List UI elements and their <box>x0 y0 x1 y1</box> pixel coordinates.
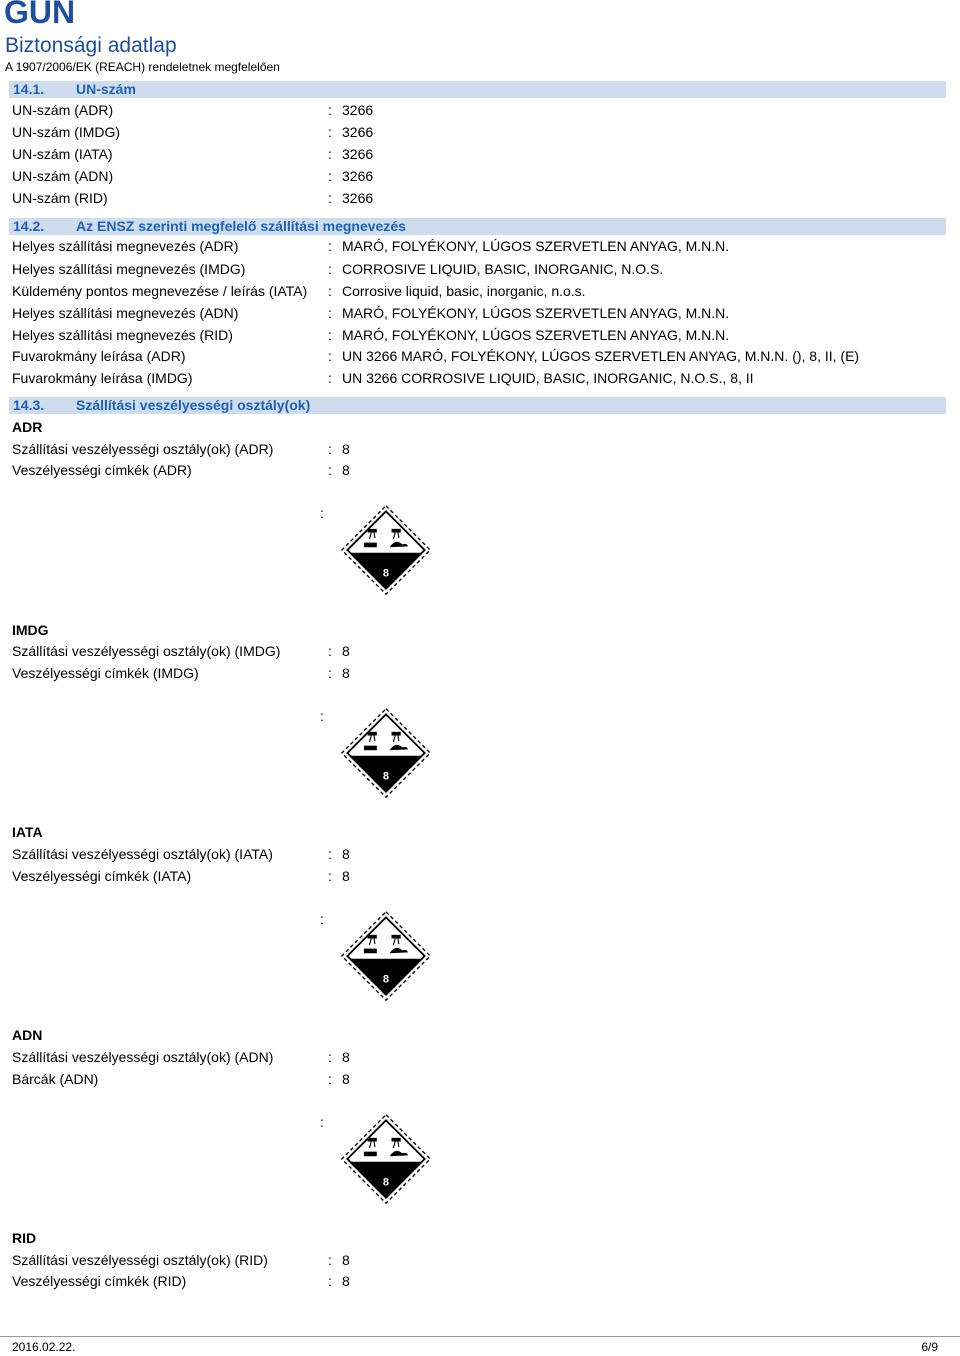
section-number: 14.3. <box>13 397 45 413</box>
row-label: Küldemény pontos megnevezése / leírás (IATA) <box>12 283 308 299</box>
row-value: 8 <box>342 1071 350 1087</box>
row-label: Veszélyességi címkék (IATA) <box>12 868 192 884</box>
row-value: 3266 <box>342 102 374 118</box>
row-label: Szállítási veszélyességi osztály(ok) (ADN) <box>12 1049 274 1065</box>
section-14-2-header <box>9 218 946 235</box>
row-label: Helyes szállítási megnevezés (ADR) <box>12 238 239 254</box>
pictogram-number: 8 <box>382 1176 390 1189</box>
row-label: Veszélyességi címkék (RID) <box>12 1273 187 1289</box>
row-value: UN 3266 MARÓ, FOLYÉKONY, LÚGOS SZERVETLEN ANYAG, M.N.N. (), 8, II, (E) <box>342 348 860 364</box>
row-colon: : <box>328 124 332 140</box>
row-colon: : <box>328 1071 332 1087</box>
row-value: 8 <box>342 1273 350 1289</box>
row-label: UN-szám (ADR) <box>12 102 114 118</box>
section-14-3-header <box>9 397 946 414</box>
row-label: Szállítási veszélyességi osztály(ok) (IMDG) <box>12 643 281 659</box>
row-label: Helyes szállítási megnevezés (RID) <box>12 327 233 343</box>
imdg-heading: IMDG <box>12 622 49 638</box>
row-label: Szállítási veszélyességi osztály(ok) (RID) <box>12 1252 268 1268</box>
row-colon: : <box>328 1252 332 1268</box>
row-value: Corrosive liquid, basic, inorganic, n.o.s. <box>342 283 586 299</box>
pictogram-colon: : <box>320 911 324 927</box>
row-colon: : <box>328 1049 332 1065</box>
row-value: 3266 <box>342 168 374 184</box>
row-label: Szállítási veszélyességi osztály(ok) (ADR) <box>12 441 274 457</box>
pictogram-number: 8 <box>382 973 390 986</box>
row-colon: : <box>328 846 332 862</box>
row-colon: : <box>328 348 332 364</box>
corrosive-pictogram-icon <box>340 1113 432 1205</box>
row-colon: : <box>328 168 332 184</box>
row-value: MARÓ, FOLYÉKONY, LÚGOS SZERVETLEN ANYAG, M.N.N. <box>342 305 730 321</box>
row-value: 8 <box>342 462 350 478</box>
section-14-1-header <box>9 81 946 98</box>
row-label: Veszélyességi címkék (IMDG) <box>12 665 199 681</box>
row-colon: : <box>328 1273 332 1289</box>
footer-page-number: 6/9 <box>921 1340 938 1354</box>
footer-divider <box>0 1336 960 1337</box>
row-value: 8 <box>342 665 350 681</box>
row-colon: : <box>328 868 332 884</box>
adn-heading: ADN <box>12 1027 43 1043</box>
row-colon: : <box>328 238 332 254</box>
section-title: Az ENSZ szerinti megfelelő szállítási megnevezés <box>76 218 406 234</box>
row-value: 3266 <box>342 190 374 206</box>
regulation-note: A 1907/2006/EK (REACH) rendeletnek megfelelően <box>5 60 280 74</box>
pictogram-colon: : <box>320 505 324 521</box>
row-value: 8 <box>342 1252 350 1268</box>
row-value: 8 <box>342 643 350 659</box>
row-colon: : <box>328 283 332 299</box>
row-value: 3266 <box>342 124 374 140</box>
row-colon: : <box>328 327 332 343</box>
row-label: Fuvarokmány leírása (IMDG) <box>12 370 193 386</box>
section-number: 14.1. <box>13 81 45 97</box>
row-label: UN-szám (IATA) <box>12 146 113 162</box>
row-label: UN-szám (IMDG) <box>12 124 121 140</box>
row-value: UN 3266 CORROSIVE LIQUID, BASIC, INORGANIC, N.O.S., 8, II <box>342 370 754 386</box>
row-value: 3266 <box>342 146 374 162</box>
row-colon: : <box>328 665 332 681</box>
adr-heading: ADR <box>12 419 43 435</box>
row-value: 8 <box>342 441 350 457</box>
row-colon: : <box>328 643 332 659</box>
pictogram-colon: : <box>320 708 324 724</box>
row-colon: : <box>328 146 332 162</box>
row-label: Bárcák (ADN) <box>12 1071 99 1087</box>
corrosive-pictogram-icon <box>340 504 432 596</box>
row-value: MARÓ, FOLYÉKONY, LÚGOS SZERVETLEN ANYAG, M.N.N. <box>342 327 730 343</box>
row-value: 8 <box>342 1049 350 1065</box>
row-value: 8 <box>342 868 350 884</box>
row-colon: : <box>328 261 332 277</box>
row-colon: : <box>328 305 332 321</box>
row-label: UN-szám (ADN) <box>12 168 114 184</box>
iata-heading: IATA <box>12 824 43 840</box>
row-label: UN-szám (RID) <box>12 190 108 206</box>
pictogram-number: 8 <box>382 567 390 580</box>
row-colon: : <box>328 190 332 206</box>
row-colon: : <box>328 462 332 478</box>
row-colon: : <box>328 370 332 386</box>
row-label: Helyes szállítási megnevezés (ADN) <box>12 305 239 321</box>
document-title: GUN <box>4 0 76 30</box>
row-value: MARÓ, FOLYÉKONY, LÚGOS SZERVETLEN ANYAG, M.N.N. <box>342 238 730 254</box>
section-title: Szállítási veszélyességi osztály(ok) <box>76 397 311 413</box>
row-label: Fuvarokmány leírása (ADR) <box>12 348 186 364</box>
row-colon: : <box>328 441 332 457</box>
row-colon: : <box>328 102 332 118</box>
document-subtitle: Biztonsági adatlap <box>5 34 177 57</box>
corrosive-pictogram-icon <box>340 910 432 1002</box>
corrosive-pictogram-icon <box>340 707 432 799</box>
section-number: 14.2. <box>13 218 45 234</box>
row-label: Helyes szállítási megnevezés (IMDG) <box>12 261 246 277</box>
section-title: UN-szám <box>76 81 136 97</box>
pictogram-colon: : <box>320 1114 324 1130</box>
row-value: CORROSIVE LIQUID, BASIC, INORGANIC, N.O.S. <box>342 261 664 277</box>
pictogram-number: 8 <box>382 770 390 783</box>
rid-heading: RID <box>12 1230 37 1246</box>
row-label: Szállítási veszélyességi osztály(ok) (IATA) <box>12 846 273 862</box>
row-label: Veszélyességi címkék (ADR) <box>12 462 192 478</box>
footer-date: 2016.02.22. <box>12 1340 76 1354</box>
row-value: 8 <box>342 846 350 862</box>
